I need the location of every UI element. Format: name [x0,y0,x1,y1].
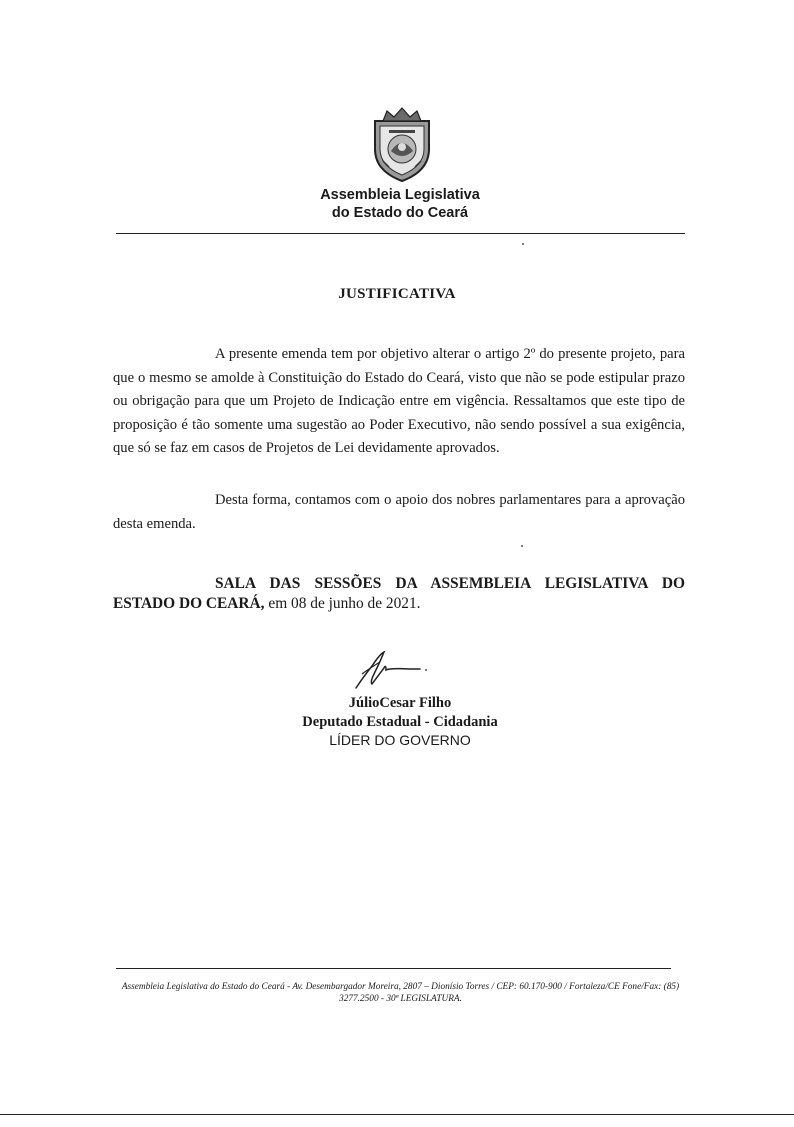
closing-session-date: em 08 de junho de 2021. [264,595,421,612]
page-bottom-edge [0,1114,794,1115]
assembly-name-line1: Assembleia Legislativa [320,187,480,203]
document-title: JUSTIFICATIVA [338,286,456,302]
signatory-government-leader-title: LÍDER DO GOVERNO [329,732,471,748]
footer-divider [116,968,671,969]
assembly-name-line2: do Estado do Ceará [331,205,469,221]
signatory-name: JúlioCesar Filho [348,695,452,711]
header-divider [116,233,685,234]
handwritten-signature [350,648,430,692]
justification-paragraph-1: A presente emenda tem por objetivo alterar o artigo 2º do presente projeto, para que o mesmo se amolde à Constituição do Estado do Ceará, visto que não se pode estipular prazo ou obrigação para que um Projeto de Indicação entre em vigência. Ressaltamos que este tipo de proposição é tão somente uma sugestão ao Poder Executivo, não sendo possível a sua exigência, que só se faz em casos de Projetos de Lei devidamente aprovados. [113,346,685,456]
signatory-position: Deputado Estadual - Cidadania [302,714,498,730]
justification-paragraph-2: Desta forma, contamos com o apoio dos nobres parlamentares para a aprovação desta emenda. [113,492,685,532]
footer-address-line1: Assembleia Legislativa do Estado do Ceará - Av. Desembargador Moreira, 2807 – Dionísio Torres / CEP: 60.170-900 / Fortaleza/CE Fone/Fax: (85) [121,982,680,992]
footer-address-line2: 3277.2500 - 30ª LEGISLATURA. [339,994,462,1004]
ceara-coat-of-arms-seal [369,105,435,183]
closing-session-statement [113,574,685,614]
scan-speck [521,545,523,547]
scan-speck [522,243,524,245]
closing-session-location: SALA DAS SESSÕES DA ASSEMBLEIA LEGISLATIVA DO ESTADO DO CEARÁ, [113,575,685,612]
